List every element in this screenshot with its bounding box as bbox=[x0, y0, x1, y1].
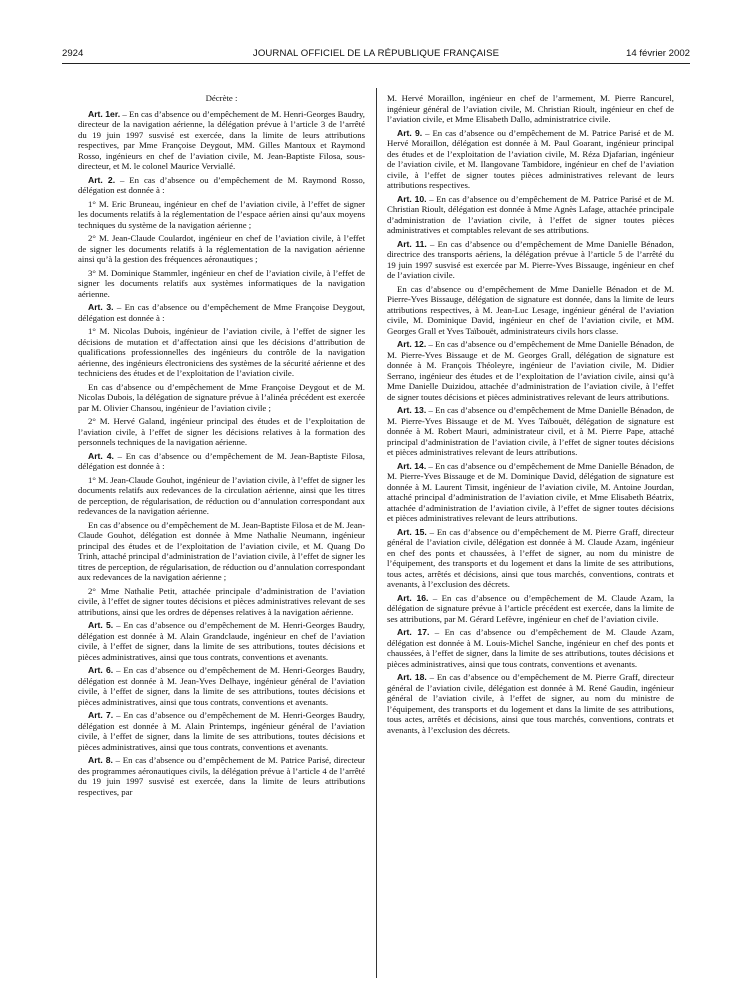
body-paragraph: En cas d’absence ou d’empêchement de Mme Françoise Deygout et de M. Nicolas Dubois, la délégation de signature prévue à l’alinéa précédent est exercée par M. Olivier Chansou, ingénieur de l’aviation civile ; bbox=[78, 381, 365, 413]
article-paragraph bbox=[78, 755, 365, 797]
page-number: 2924 bbox=[62, 48, 84, 59]
article-text: – En cas d’absence ou d’empêchement de M. Claude Azam, délégation est donnée à M. Louis-Michel Sanche, ingénieur en chef des ponts et chaussées, à l’effet de signer, dans la limite de ses attributions, toutes décisions et pièces administratives, ainsi que tous contrats, conventions et avenants. bbox=[387, 627, 674, 669]
article-paragraph bbox=[78, 710, 365, 752]
article-number: Art. 12. bbox=[397, 339, 427, 349]
article-text: – En cas d’absence ou d’empêchement de Mme Françoise Deygout, délégation est donnée à : bbox=[78, 302, 365, 323]
article-paragraph bbox=[387, 672, 674, 735]
article-text: – En cas d’absence ou d’empêchement de M. Henri-Georges Baudry, délégation est donnée à M. Alain Grandclaude, ingénieur en chef de l’aviation civile, à l’effet de signer, dans la limite de ses attributions, toutes décisions et pièces administratives, ainsi que tous contrats, conventions et avenants. bbox=[78, 620, 365, 662]
body-paragraph: 2° M. Hervé Galand, ingénieur principal des études et de l’exploitation de l’aviation civile, à l’effet de signer les décisions relatives à la formation des personnels techniques de la navigation aérienne. bbox=[78, 416, 365, 447]
article-number: Art. 17. bbox=[397, 627, 430, 637]
article-text: – En cas d’absence ou d’empêchement de M. Pierre Graff, directeur général de l’aviation civile, délégation est donnée à M. René Gaudin, ingénieur général de l’aviation civile, à l’effet de signer, au nom du ministre de l’équipement, des transports et du logement et dans la limite de ses attributions, tous actes, arrêtés et décisions, ainsi que tous marchés, conventions, contrats et avenants, à l’exclusion des décrets. bbox=[387, 672, 674, 735]
article-number: Art. 6. bbox=[88, 665, 114, 675]
article-text: – En cas d’absence ou d’empêchement de M. Patrice Parisé, directeur des programmes aéronautiques civils, la délégation prévue à l’article 4 de l’arrêté du 19 juin 1997 susvisé est exercée, dans la limite de leurs attributions respectives, par bbox=[78, 755, 365, 797]
article-paragraph bbox=[78, 620, 365, 662]
body-paragraph: 2° M. Jean-Claude Coulardot, ingénieur en chef de l’aviation civile, à l’effet de signer les documents relatifs à la réglementation de la navigation aérienne ainsi qu’à la gestion des fréquences aéronautiques ; bbox=[78, 233, 365, 264]
article-text: – En cas d’absence ou d’empêchement de Mme Danielle Bénadon, directrice des transports aériens, la délégation prévue à l’article 5 de l’arrêté du 19 juin 1997 susvisé est exercée par M. Pierre-Yves Bissauge, ingénieur en chef de l’aviation civile. bbox=[387, 238, 674, 280]
article-paragraph bbox=[387, 239, 674, 281]
article-paragraph bbox=[387, 527, 674, 590]
body-paragraph: 2° Mme Nathalie Petit, attachée principale d’administration de l’aviation civile, à l’effet de signer toutes décisions et pièces administratives relevant de ses attributions, ainsi que les ordres de dépenses relatives à la navigation aérienne. bbox=[78, 585, 365, 617]
article-text: – En cas d’absence ou d’empêchement de Mme Danielle Bénadon, de M. Pierre-Yves Bissauge et de M. Georges Grall, délégation de signature est donnée à M. François Théoleyre, ingénieur de l’aviation civile, M. Didier Serrano, ingénieur des études et de l’exploitation de l’aviation civile, ainsi qu’à Mme Danielle Duizidou, attachée d’administration de l’aviation civile, à l’effet de signer toutes décisions et pièces administratives relevant de leurs attributions. bbox=[387, 339, 674, 402]
body-paragraph: 3° M. Dominique Stammler, ingénieur en chef de l’aviation civile, à l’effet de signer les documents relatifs aux systèmes informatiques de la navigation aérienne. bbox=[78, 267, 365, 299]
continued-paragraph: M. Hervé Moraillon, ingénieur en chef de l’armement, M. Pierre Rancurel, ingénieur général de l’aviation civile, M. Christian Rioult, ingénieur en chef de l’aviation civile, et Mme Elisabeth Dallo, administratrice civile. bbox=[387, 93, 674, 124]
article-paragraph bbox=[78, 302, 365, 323]
article-number: Art. 18. bbox=[397, 672, 427, 682]
article-text: – En cas d’absence ou d’empêchement de M. Henri-Georges Baudry, directeur de la navigation aérienne, la délégation prévue à l’article 3 de l’arrêté du 19 juin 1997 susvisé est exercée, dans la limite de leurs attributions respectives, par Mme Françoise Deygout, MM. Gilles Mantoux et Raymond Rosso, ingénieurs en chef de l’aviation civile, M. Jean-Baptiste Filosa, sous-directeur, et M. le colonel Maurice Verviallé. bbox=[78, 108, 365, 171]
article-paragraph bbox=[387, 405, 674, 458]
body-paragraph: En cas d’absence ou d’empêchement de Mme Danielle Bénadon et de M. Pierre-Yves Bissauge, délégation de signature est donnée, dans la limite de leurs attributions respectives, à M. Jean-Luc Lesage, ingénieur général de l’aviation civile, M. Dominique David, ingénieur en chef de l’aviation civile, et MM. Georges Grall et Yves Taïbouët, administrateurs civils hors classe. bbox=[387, 283, 674, 336]
article-number: Art. 7. bbox=[88, 710, 114, 720]
article-number: Art. 13. bbox=[397, 405, 427, 415]
article-text: – En cas d’absence ou d’empêchement de M. Jean-Baptiste Filosa, délégation est donnée à : bbox=[78, 450, 365, 471]
article-number: Art. 14. bbox=[397, 460, 427, 471]
article-paragraph bbox=[387, 627, 674, 669]
article-paragraph bbox=[387, 593, 674, 625]
article-text: – En cas d’absence ou d’empêchement de Mme Danielle Bénadon, de M. Pierre-Yves Bissauge et de M. Dominique David, délégation de signature est donnée à M. Laurent Timsit, ingénieur de l’aviation civile, M. Antoine Jourdan, attaché principal d’administration de l’aviation civile, et Mme Elisabeth Béatrix, attachée d’administration de l’aviation civile, à l’effet de signer toutes décisions et pièces administratives relevant de leurs attributions. bbox=[387, 460, 674, 523]
article-text: – En cas d’absence ou d’empêchement de M. Henri-Georges Baudry, délégation est donnée à M. Alain Printemps, ingénieur général de l’aviation civile, à l’effet de signer, dans la limite de ses attributions, toutes décisions et pièces administratives, ainsi que tous contrats, conventions et avenants. bbox=[78, 710, 365, 752]
body-paragraph: 1° M. Jean-Claude Gouhot, ingénieur de l’aviation civile, à l’effet de signer les documents relatifs aux redevances de la circulation aérienne, ainsi que les titres de perception, de régularisation, de réduction ou d’annulation correspondant aux redevances de la navigation aérienne. bbox=[78, 474, 365, 516]
article-text: – En cas d’absence ou d’empêchement de M. Patrice Parisé et de M. Hervé Moraillon, délégation est donnée à M. Paul Goarant, ingénieur principal des études et de l’exploitation de l’aviation civile, M. Réza Djafarian, ingénieur de l’aviation civile, et M. Ilangovane Tambidore, ingénieur en chef de l’aviation civile, à l’effet de signer toutes pièces administratives relevant de leurs attributions respectives. bbox=[387, 127, 674, 190]
article-number: Art. 2. bbox=[88, 174, 116, 185]
article-text: – En cas d’absence ou d’empêchement de M. Raymond Rosso, délégation est donnée à : bbox=[78, 174, 365, 195]
right-column bbox=[387, 93, 674, 977]
article-number: Art. 15. bbox=[397, 526, 427, 537]
article-text: – En cas d’absence ou d’empêchement de M. Patrice Parisé et de M. Christian Rioult, délégation est donnée à Mme Agnès Lafage, attachée principale d’administration de l’aviation civile, à l’effet de signer toutes pièces administratives et comptables relevant de ses attributions. bbox=[387, 193, 674, 235]
article-number: Art. 16. bbox=[397, 592, 429, 603]
article-text: – En cas d’absence ou d’empêchement de M. Claude Azam, la délégation de signature prévue à l’article précédent est exercée, dans la limite de ses attributions, par M. Gérard Lefèvre, ingénieur en chef de l’aviation civile. bbox=[387, 592, 674, 624]
article-number: Art. 1er. bbox=[88, 108, 121, 119]
article-text: – En cas d’absence ou d’empêchement de M. Henri-Georges Baudry, délégation est donnée à M. Jean-Yves Delhaye, ingénieur général de l’aviation civile, à l’effet de signer, dans la limite de ses attributions, toutes décisions et pièces administratives, ainsi que tous contrats, conventions et avenants. bbox=[78, 665, 365, 707]
article-text: – En cas d’absence ou d’empêchement de M. Pierre Graff, directeur général de l’aviation civile, délégation est donnée à M. Claude Azam, ingénieur en chef des ponts et chaussées, à l’effet de signer, au nom du ministre de l’équipement, des transports et du logement et dans la limite de ses attributions, tous actes, arrêtés et décisions, ainsi que tous marchés, conventions, contrats et avenants, à l’exclusion des décrets. bbox=[387, 526, 674, 589]
article-paragraph bbox=[78, 451, 365, 472]
publication-date: 14 février 2002 bbox=[626, 48, 690, 59]
article-paragraph bbox=[387, 339, 674, 402]
page-header bbox=[62, 48, 690, 62]
article-paragraph bbox=[78, 665, 365, 707]
article-number: Art. 5. bbox=[88, 620, 114, 630]
body-paragraph: 1° M. Eric Bruneau, ingénieur en chef de l’aviation civile, à l’effet de signer les documents relatifs à la réglementation de l’espace aérien ainsi qu’aux moyens techniques du système de la navigation aérienne ; bbox=[78, 198, 365, 230]
column-divider bbox=[376, 88, 377, 978]
article-number: Art. 8. bbox=[88, 755, 113, 765]
article-number: Art. 4. bbox=[88, 450, 114, 461]
left-column bbox=[78, 93, 365, 977]
body-paragraph: En cas d’absence ou d’empêchement de M. Jean-Baptiste Filosa et de M. Jean-Claude Gouhot, délégation est donnée à Mme Nathalie Neumann, ingénieur principal des études et de l’exploitation de l’aviation civile, et M. Quang Do Trinh, attaché principal d’administration de l’aviation civile, à l’effet de signer les titres de perception, de régularisation, de réduction ou d’annulation correspondant aux redevances de la navigation aérienne ; bbox=[78, 519, 365, 582]
article-number: Art. 3. bbox=[88, 302, 114, 312]
body-paragraph: 1° M. Nicolas Dubois, ingénieur de l’aviation civile, à l’effet de signer les décisions de mutation et d’affectation ainsi que les décisions d’attribution de qualifications professionnelles des ingénieurs du contrôle de la navigation aérienne, des ingénieurs électroniciens des systèmes de la sécurité aérienne et des techniciens des études et de l’exploitation de l’aviation civile. bbox=[78, 326, 365, 378]
article-number: Art. 11. bbox=[397, 238, 427, 249]
article-text: – En cas d’absence ou d’empêchement de Mme Danielle Bénadon, de M. Pierre-Yves Bissauge et de M. Yves Taïbouët, délégation de signature est donnée à M. Robert Mauri, administrateur civil, et à M. Pierre Pape, attaché principal d’administration de l’aviation civile, à l’effet de signer toutes décisions et pièces administratives relevant de leurs attributions. bbox=[387, 405, 674, 457]
article-paragraph bbox=[78, 175, 365, 196]
decree-heading: Décrète : bbox=[205, 93, 238, 103]
header-rule bbox=[62, 63, 690, 64]
article-paragraph bbox=[387, 461, 674, 524]
journal-title: JOURNAL OFFICIEL DE LA RÉPUBLIQUE FRANÇAISE bbox=[252, 48, 500, 59]
article-paragraph bbox=[78, 109, 365, 172]
article-paragraph bbox=[387, 128, 674, 191]
article-number: Art. 10. bbox=[397, 193, 427, 204]
article-number: Art. 9. bbox=[397, 127, 423, 138]
article-paragraph bbox=[387, 194, 674, 236]
